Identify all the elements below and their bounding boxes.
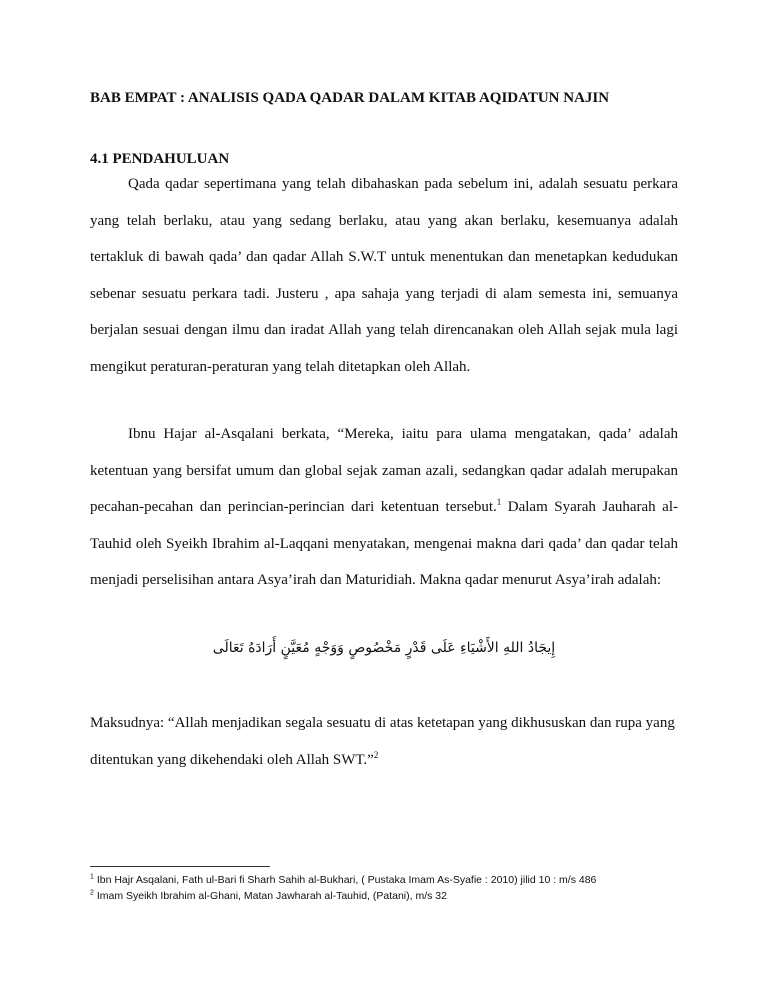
arabic-quote: إِيجَادُ اللهِ الأَشْيَاءِ عَلَى قَدْرٍ مَخْصُوصٍ وَوَجْهٍ مُعَيَّنٍ أَرَادَهُ تَعَالَى [212,640,556,656]
paragraph-2-text-b: Dalam Syarah Jauharah al-Tauhid oleh Syeikh Ibrahim al-Laqqani menyatakan, mengenai makna dari qada’ dan qadar telah menjadi perselisihan antara Asya’irah dan Maturidiah. Makna qadar menurut Asya’irah adalah: [90,499,678,588]
footnote-ref-1: 1 [496,497,502,507]
footnote-2-ref: 2 [90,889,94,897]
footnote-2-text: Imam Syeikh Ibrahim al-Ghani, Matan Jawharah al-Tauhid, (Patani), m/s 32 [96,890,447,902]
footnote-1-ref: 1 [90,873,94,881]
translation-text: Maksudnya: “Allah menjadikan segala sesuatu di atas ketetapan yang dikhususkan dan rupa yang ditentukan yang dikehendaki oleh Allah SWT.” [90,715,675,768]
paragraph-2-text-a: Ibnu Hajar al-Asqalani berkata, “Mereka, iaitu para ulama mengatakan, qada’ adalah ketentuan yang bersifat umum dan global sejak zaman azali, sedangkan qadar adalah merupakan pecahan-pecahan dan perincian-perincian dari ketentuan tersebut. [90,426,678,515]
translation-paragraph [90,705,678,778]
footnote-2 [90,890,690,902]
chapter-heading: BAB EMPAT : ANALISIS QADA QADAR DALAM KITAB AQIDATUN NAJIN [90,90,610,106]
footnote-1 [90,874,690,886]
section-heading: 4.1 PENDAHULUAN [90,151,230,167]
paragraph-1: Qada qadar sepertimana yang telah dibahaskan pada sebelum ini, adalah sesuatu perkara yang telah berlaku, atau yang sedang berlaku, atau yang akan berlaku, kesemuanya adalah tertakluk di bawah qada’ dan qadar Allah S.W.T untuk menentukan dan menetapkan kedudukan sebenar sesuatu perkara tadi. Justeru , apa sahaja yang terjadi di alam semesta ini, semuanya berjalan sesuai dengan ilmu dan iradat Allah yang telah direncanakan oleh Allah sejak mula lagi mengikut peraturan-peraturan yang telah ditetapkan oleh Allah. [90,176,678,375]
footnote-divider [90,866,270,867]
footnote-ref-2: 2 [373,749,379,760]
paragraph-2 [90,416,678,599]
footnote-1-text: Ibn Hajr Asqalani, Fath ul-Bari fi Sharh Sahih al-Bukhari, ( Pustaka Imam As-Syafie : 2010) jilid 10 : m/s 486 [96,874,597,886]
